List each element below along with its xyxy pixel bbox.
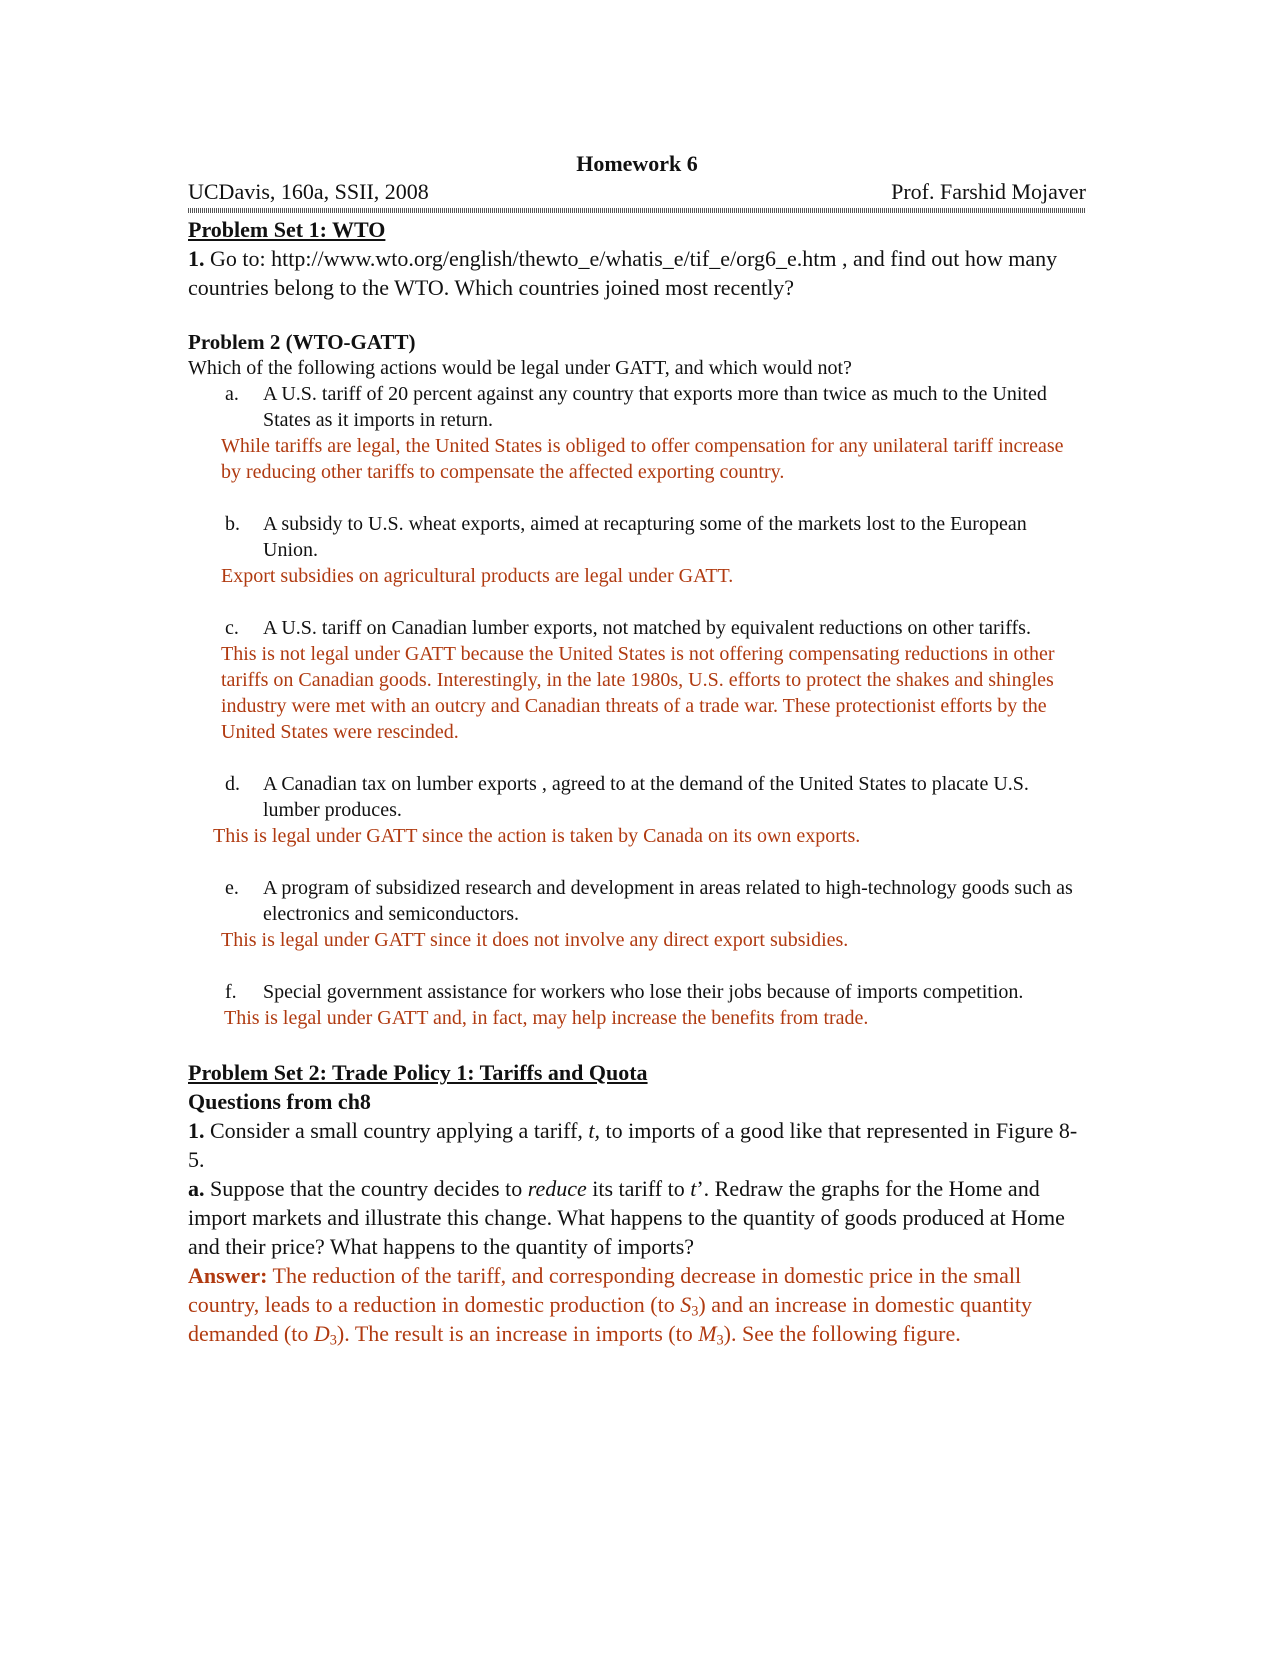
question-text: to imports of a good like that represented in Figure 8-5. <box>188 1118 1078 1172</box>
item-label: f. <box>225 981 237 1003</box>
problem-2-intro: Which of the following actions would be legal under GATT, and which would not? <box>188 357 852 379</box>
header-divider <box>188 208 1086 213</box>
item-answer: This is not legal under GATT because the United States is not offering compensating reductions in other tariffs on Canadian goods. Interestingly, in the late 1980s, U.S. efforts to protect the shakes and shingles industry were met with an outcry and Canadian threats of a trade war. These protectionist efforts by the United States were rescinded. <box>221 643 1055 743</box>
problem-2-heading: Problem 2 (WTO-GATT) <box>188 330 416 354</box>
subscript: 3 <box>329 1332 337 1349</box>
document-page <box>188 150 1086 1348</box>
problem-1-question <box>188 244 1086 302</box>
emphasis-reduce: reduce <box>527 1176 587 1201</box>
question-number: 1. <box>188 246 205 271</box>
problem-set-1-heading: Problem Set 1: WTO <box>188 217 386 242</box>
list-item <box>188 875 1086 927</box>
list-item <box>188 511 1086 563</box>
question-label: a. <box>188 1176 205 1201</box>
imports-symbol: M <box>698 1321 717 1346</box>
problem-set-2-heading: Problem Set 2: Trade Policy 1: Tariffs and Quota <box>188 1060 648 1085</box>
answer-text: ). The result is an increase in imports (to <box>336 1321 699 1346</box>
demand-symbol: D <box>313 1321 330 1346</box>
subscript: 3 <box>691 1303 699 1320</box>
item-text: A Canadian tax on lumber exports , agreed to at the demand of the United States to placate U.S. lumber produces. <box>263 773 1029 821</box>
question-text: Go to: http://www.wto.org/english/thewto_e/whatis_e/tif_e/org6_e.htm , and find out how many countries belong to the WTO. Which countries joined most recently? <box>188 246 1058 300</box>
questions-subheading: Questions from ch8 <box>188 1089 371 1114</box>
list-item <box>188 979 1086 1005</box>
item-label: b. <box>225 513 240 535</box>
item-label: a. <box>225 383 239 405</box>
supply-symbol: S <box>680 1292 692 1317</box>
question-text: its tariff to <box>586 1176 691 1201</box>
tariff-symbol: t, <box>588 1118 601 1143</box>
answer-text: ) and an increase in domestic quantity demanded (to <box>188 1292 1032 1346</box>
answer-text: The reduction of the tariff, and corresponding decrease in domestic price in the small country, leads to a reduction in domestic production (to <box>188 1263 1022 1317</box>
question-text: Consider a small country applying a tariff, <box>204 1118 589 1143</box>
list-item <box>188 771 1086 823</box>
item-text: A subsidy to U.S. wheat exports, aimed at recapturing some of the markets lost to the European Union. <box>263 513 1027 561</box>
question-1 <box>188 1116 1086 1174</box>
question-text: Suppose that the country decides to <box>204 1176 528 1201</box>
tariff-prime-symbol: t <box>690 1176 697 1201</box>
question-number: 1. <box>188 1118 205 1143</box>
document-title: Homework 6 <box>576 151 698 176</box>
item-answer: This is legal under GATT and, in fact, may help increase the benefits from trade. <box>224 1007 869 1029</box>
item-answer: Export subsidies on agricultural products are legal under GATT. <box>221 565 734 587</box>
question-text: ’. Redraw the graphs for the Home and import markets and illustrate this change. What happens to the quantity of goods produced at Home and their price? What happens to the quantity of imports? <box>188 1176 1065 1259</box>
item-text: A program of subsidized research and development in areas related to high-technology goods such as electronics and semiconductors. <box>263 877 1073 925</box>
item-text: A U.S. tariff on Canadian lumber exports, not matched by equivalent reductions on other tariffs. <box>263 617 1031 639</box>
question-1a <box>188 1174 1086 1261</box>
answer-text: ). See the following figure. <box>723 1321 961 1346</box>
professor-name: Prof. Farshid Mojaver <box>891 179 1086 204</box>
answer-label: Answer: <box>188 1263 268 1288</box>
item-answer: While tariffs are legal, the United States is obliged to offer compensation for any unilateral tariff increase by reducing other tariffs to compensate the affected exporting country. <box>221 435 1064 483</box>
header-line <box>188 178 1086 206</box>
subscript: 3 <box>716 1332 724 1349</box>
course-info: UCDavis, 160a, SSII, 2008 <box>188 179 429 204</box>
item-label: c. <box>225 617 239 639</box>
item-answer: This is legal under GATT since it does not involve any direct export subsidies. <box>221 929 849 951</box>
item-label: e. <box>225 877 239 899</box>
item-answer: This is legal under GATT since the action is taken by Canada on its own exports. <box>213 825 861 847</box>
item-text: Special government assistance for workers who lose their jobs because of imports competition. <box>263 981 1024 1003</box>
item-text: A U.S. tariff of 20 percent against any country that exports more than twice as much to the United States as it imports in return. <box>263 383 1047 431</box>
answer-1a <box>188 1261 1086 1348</box>
list-item <box>188 615 1086 641</box>
item-label: d. <box>225 773 240 795</box>
list-item <box>188 381 1086 433</box>
